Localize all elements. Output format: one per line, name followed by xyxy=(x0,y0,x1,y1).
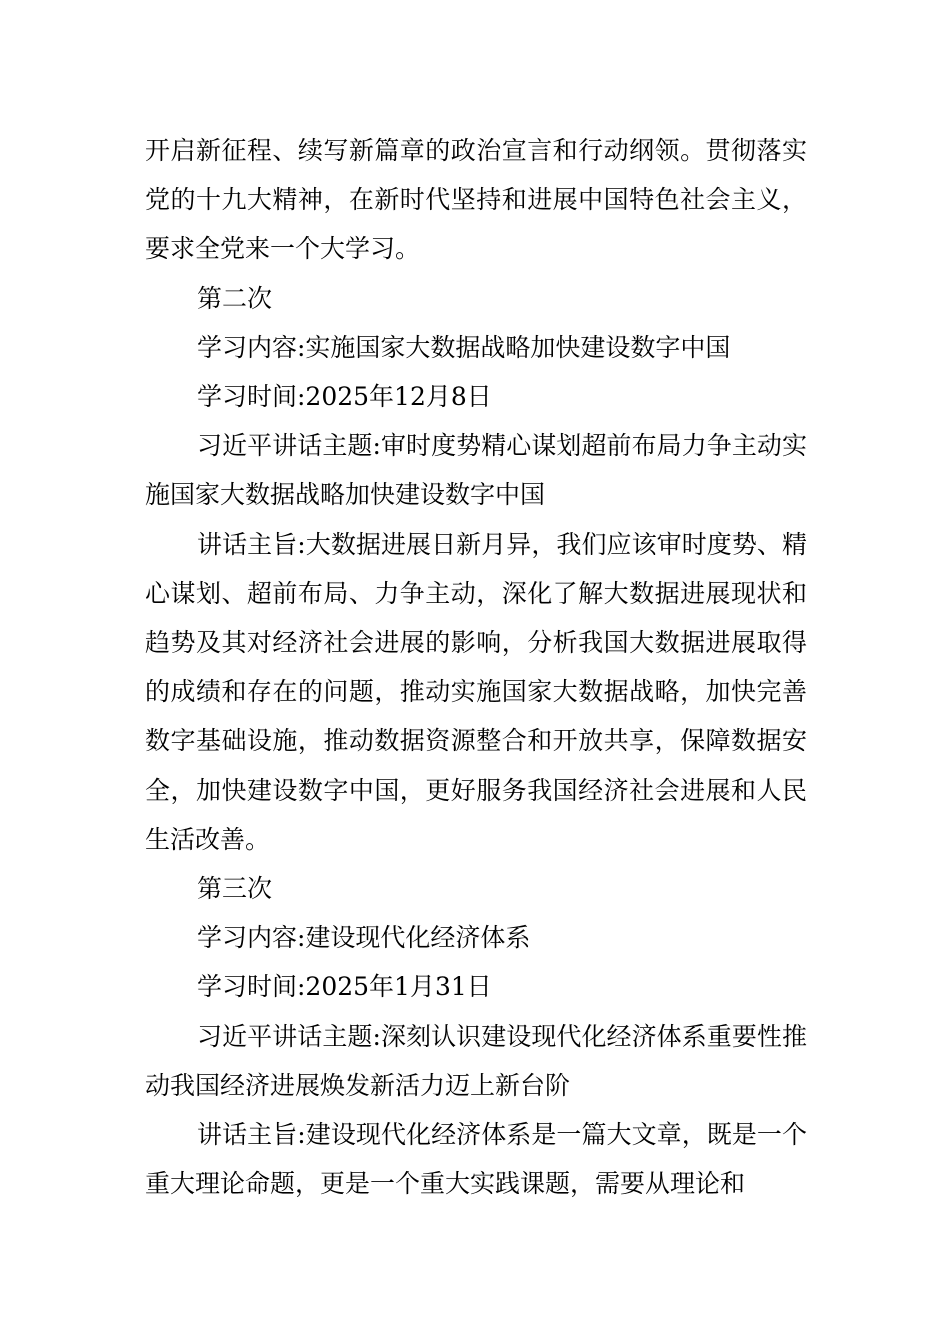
section-heading-second: 第二次 xyxy=(197,283,273,313)
speech-theme-second: 习近平讲话主题:审时度势精心谋划超前布局力争主动实施国家大数据战略加快建设数字中国 xyxy=(145,431,807,510)
speech-gist-second: 讲话主旨:大数据进展日新月异，我们应该审时度势、精心谋划、超前布局、力争主动，深化了解大数据进展现状和趋势及其对经济社会进展的影响，分析我国大数据进展取得的成绩和存在的问题，推动实施国家大数据战略，加快完善数字基础设施，推动数据资源整合和开放共享，保障数据安全，加快建设数字中国，更好服务我国经济社会进展和人民生活改善。 xyxy=(145,529,807,854)
study-content-third: 学习内容:建设现代化经济体系 xyxy=(197,923,531,953)
speech-gist-third: 讲话主旨:建设现代化经济体系是一篇大文章，既是一个重大理论命题，更是一个重大实践课题，需要从理论和 xyxy=(145,1120,807,1199)
document-body xyxy=(145,126,807,1208)
section-heading-third: 第三次 xyxy=(197,874,273,904)
study-time-third: 学习时间:2025年1月31日 xyxy=(197,972,492,1002)
study-content-second: 学习内容:实施国家大数据战略加快建设数字中国 xyxy=(197,332,731,362)
paragraph-continuation: 开启新征程、续写新篇章的政治宣言和行动纲领。贯彻落实党的十九大精神，在新时代坚持和进展中国特色社会主义，要求全党来一个大学习。 xyxy=(145,136,807,264)
speech-theme-third: 习近平讲话主题:深刻认识建设现代化经济体系重要性推动我国经济进展焕发新活力迈上新台阶 xyxy=(145,1021,807,1100)
study-time-second: 学习时间:2025年12月8日 xyxy=(197,382,492,412)
